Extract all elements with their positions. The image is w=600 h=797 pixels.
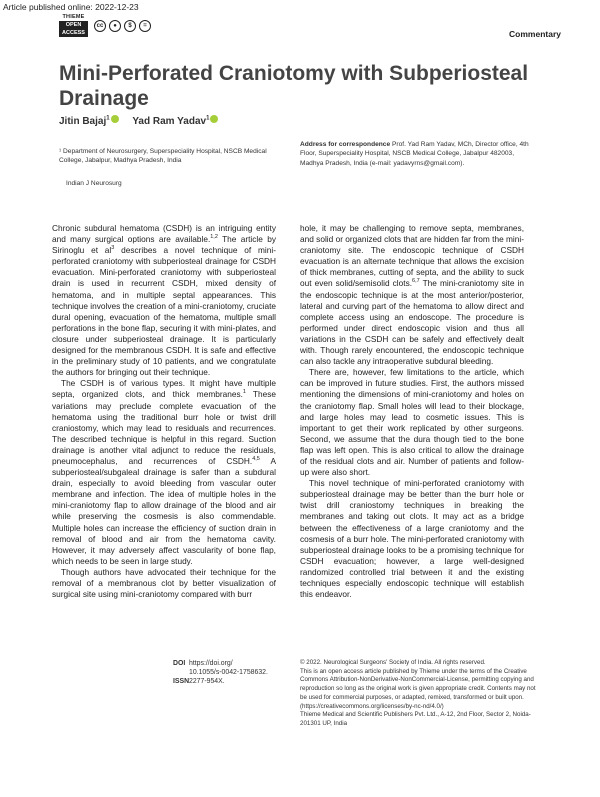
orcid-icon[interactable] [111, 115, 119, 123]
correspondence [300, 140, 530, 168]
nc-icon: $ [124, 20, 136, 32]
copyright-block [300, 659, 540, 729]
published-date: Article published online: 2022-12-23 [3, 2, 139, 12]
affiliation: ¹ Department of Neurosurgery, Superspeciality Hospital, NSCB Medical College, Jabalpur, Madhya Pradesh, India [59, 148, 267, 165]
doi-block [173, 659, 291, 687]
copyright: © 2022. Neurological Surgeons' Society of India. All rights reserved. [300, 659, 486, 666]
badge-line3: ACCESS [59, 29, 88, 37]
issn-value: 2277-954X. [189, 678, 225, 686]
author-name: Yad Ram Yadav [132, 116, 207, 127]
paragraph: The CSDH is of various types. It might have multiple septa, organized clots, and thick membranes.$^1$ These variations may preclude complete evacuation of the hematoma using the traditional burr hole or twist drill craniostomy, which may lead to residuals and recurrences. The described technique is helpful in this regard. Suction drainage is another vital adjunct to reduce the residuals, pneumocephalus, and recurrences of CSDH.$^{4,5}$ A subperiosteal/subgaleal drainage is safer than a subdural drain, especially to avoid bleeding from vascular outer membrane and infection. The idea of multiple holes in the mini-craniotomy flap to allow drainage of the blood and air while preserving the cosmesis is also commendable. Multiple holes can increase the efficiency of suction drain in removal of blood and air from the hematoma cavity. However, it may adversely affect vascularity of bone flap, which needs to be seen in large study. [52, 378, 276, 566]
body-column-right [300, 223, 524, 600]
paragraph: This novel technique of mini-perforated craniotomy with subperiosteal drainage may be better than the burr hole or twist drill craniostomy techniques in breaking the membranes and taking out clots. It may act as a bridge between the effectiveness of a large craniotomy and the cosmesis of a burr hole. The mini-perforated craniotomy with subperiosteal drainage looks to be a promising technique for CSDH evacuation; however, a large well-designed randomized controlled trial between it and the existing techniques especially endoscopic technique will establish this endeavor. [300, 478, 524, 600]
cc-license-icons [94, 20, 151, 32]
author-name: Jitin Bajaj [59, 116, 107, 127]
badge-line2: OPEN [59, 21, 88, 29]
article-title: Mini-Perforated Craniotomy with Subperiosteal Drainage [59, 62, 529, 110]
publisher-address: Thieme Medical and Scientific Publishers Pvt. Ltd., A-12, 2nd Floor, Sector 2, Noida-201301 UP, India [300, 711, 531, 727]
orcid-icon[interactable] [210, 115, 218, 123]
by-icon: ● [109, 20, 121, 32]
license-text: This is an open access article published by Thieme under the terms of the Creative Commons Attribution-NonDerivative-NonCommercial-License, permitting copying and reproduction so long as the original work is given appropriate credit. Contents may not be used for commercial purposes, or adapted, remixed, transformed or built upon. (https://creativecommons.org/licenses/by-nc-nd/4.0/) [300, 667, 536, 710]
thieme-open-access-logo [59, 14, 88, 38]
section-label: Commentary [509, 29, 561, 39]
doi-value[interactable]: 10.1055/s-0042-1758632. [189, 669, 268, 677]
paragraph: Though authors have advocated their technique for the removal of a membranous clot by better visualization of surgical site using mini-craniotomy compared with burr [52, 566, 276, 600]
badge-line1: THIEME [62, 14, 85, 20]
author-affil-sup: 1 [106, 115, 110, 122]
body-column-left [52, 223, 276, 600]
nd-icon: = [139, 20, 151, 32]
paragraph: Chronic subdural hematoma (CSDH) is an intriguing entity and many surgical options are available.$^{1,2}$ The article by Sirinoglu et $al^3$ describes a novel technique of mini-perforated craniotomy with subperiosteal drainage for CSDH evacuation. Mini-perforated craniotomy with subperiosteal drain is used in recurrent CSDH, mixed density of hematoma, and in multiple septal appearances. This technique involves the creation of a mini-craniotomy, cruciate dural opening, evacuation of the hematoma, multiple small perforations in the bone flap, securing it with mini-plates, and closure under subperiosteal drainage. It is particularly designed for the membranous CSDH. It is safe and effective in the preliminary study of 10 patients, and we congratulate the authors for bringing out their technique. [52, 223, 276, 378]
doi-label: DOI [173, 660, 186, 667]
cc-icon: cc [94, 20, 106, 32]
author-list [59, 115, 218, 127]
doi-link[interactable]: https://doi.org/ [189, 660, 233, 667]
paragraph: hole, it may be challenging to remove septa, membranes, and solid or organized clots that are hidden far from the mini-craniotomy site. The endoscopic technique of CSDH evacuation is an alternate technique that allows the excision of thick membranes, cutting of septa, and the ability to suck out even solid/semisolid clots.$^{6,7}$ The mini-craniotomy site in the endoscopic technique is at the most anterior/posterior, lateral and curving part of the hematoma to allow direct and complete access using an endoscope. The procedure is performed under direct endoscopic vision and thus all variations in the CSDH can be safely and effectively dealt with. Though rarely encountered, the endoscopic technique can also tackle any intraoperative subdural bleeding. [300, 223, 524, 367]
correspondence-label: Address for correspondence [300, 141, 391, 148]
paragraph: There are, however, few limitations to the article, which can be improved in future studies. First, the authors missed mentioning the dimensions of mini-craniotomy and holes on the craniotomy flap. Small holes will lead to their blockage, and large holes may lead to cosmetic issues. This is important to get their work replicated by other surgeons. Second, we assume that the dura though tied to the bone flap was left open. This is also critical to allow the drainage of the residual clots and air. Number of patients and follow-up were also short. [300, 367, 524, 478]
author-affil-sup: 1 [206, 115, 210, 122]
journal-name: Indian J Neurosurg [66, 180, 122, 187]
issn-label: ISSN [173, 678, 190, 686]
correspondence-text: Prof. Yad Ram Yadav, MCh, Director office, 4th Floor, Superspeciality Hospital, NSCB Medical College, Jabalpur 482003, Madhya Pradesh, India (e-mail: yadavyrns@gmail.com). [300, 141, 529, 167]
